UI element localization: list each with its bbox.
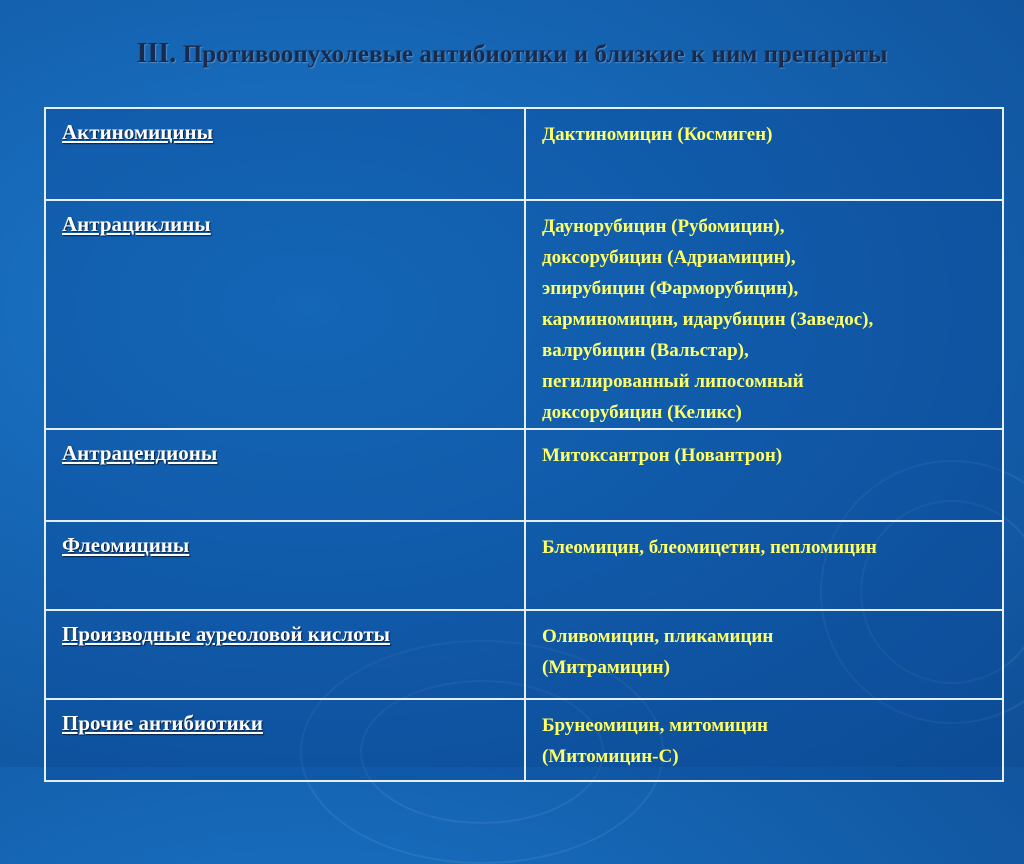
table-row (45, 108, 1003, 200)
category-cell (45, 108, 525, 200)
drugs-text: Митоксантрон (Новантрон) (542, 445, 783, 466)
drugs-cell (525, 699, 1003, 781)
drugs-text: Брунеомицин, митомицин (Митомицин-С) (542, 715, 768, 767)
drugs-cell (525, 429, 1003, 521)
slide-title-text: Противоопухолевые антибиотики и близкие к ним препараты (182, 41, 888, 68)
table-row (45, 200, 1003, 429)
category-label: Флеомицины (62, 533, 190, 557)
category-cell (45, 610, 525, 699)
drugs-text: Дактиномицин (Космиген) (542, 124, 773, 145)
table-row (45, 429, 1003, 521)
drugs-text: Даунорубицин (Рубомицин), доксорубицин (Адриамицин), эпирубицин (Фарморубицин), карминомицин, идарубицин (Заведос), валрубицин (Вальстар), пегилированный липосомный доксорубицин (Келикс) (542, 216, 874, 423)
drugs-text: Блеомицин, блеомицетин, пепломицин (542, 537, 877, 558)
category-label: Прочие антибиотики (62, 711, 263, 735)
drugs-cell (525, 521, 1003, 610)
category-cell (45, 521, 525, 610)
slide-title-number: III. (136, 38, 177, 69)
drugs-cell (525, 108, 1003, 200)
drugs-cell (525, 200, 1003, 429)
category-label: Производные ауреоловой кислоты (62, 622, 391, 646)
category-cell (45, 429, 525, 521)
table-row (45, 521, 1003, 610)
slide-title (0, 38, 1024, 70)
drugs-text: Оливомицин, пликамицин (Митрамицин) (542, 626, 774, 678)
antibiotics-table (44, 107, 1004, 782)
category-cell (45, 200, 525, 429)
category-label: Актиномицины (62, 120, 213, 144)
table-row (45, 699, 1003, 781)
category-label: Антрациклины (62, 212, 211, 236)
category-label: Антрацендионы (62, 441, 218, 465)
category-cell (45, 699, 525, 781)
table-row (45, 610, 1003, 699)
drugs-cell (525, 610, 1003, 699)
